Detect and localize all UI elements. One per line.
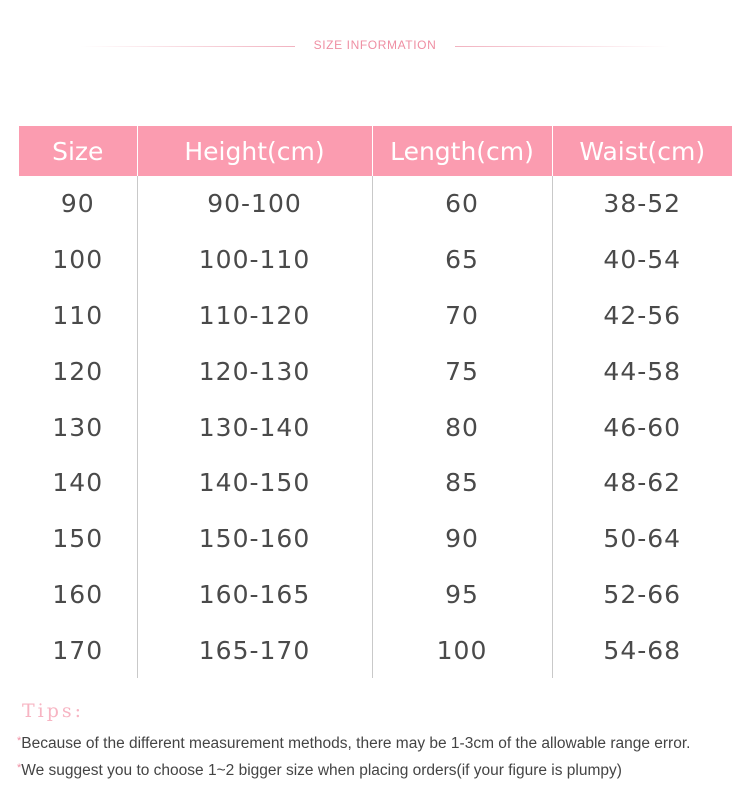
header-waist: Waist(cm) [552,126,732,176]
cell-waist: 38-52 [552,176,732,232]
cell-length: 60 [372,176,552,232]
cell-length: 80 [372,399,552,455]
header-length: Length(cm) [372,126,552,176]
cell-height: 165-170 [137,622,372,678]
tips-label: Tips: [22,700,85,722]
cell-waist: 48-62 [552,455,732,511]
tip-note-text: Because of the different measurement methods, there may be 1-3cm of the allowable range error. [21,735,691,752]
table-row [19,567,732,623]
cell-height: 160-165 [137,567,372,623]
cell-length: 65 [372,232,552,288]
cell-height: 150-160 [137,511,372,567]
header-size: Size [19,126,137,176]
cell-size: 120 [52,356,104,386]
cell-height: 140-150 [137,455,372,511]
cell-waist: 44-58 [552,343,732,399]
cell-length: 95 [372,567,552,623]
section-title-row [0,36,750,56]
cell-height: 130-140 [137,399,372,455]
cell-size: 100 [52,245,104,275]
cell-size: 90 [60,189,95,219]
cell-height: 120-130 [137,343,372,399]
table-row [19,455,732,511]
cell-waist: 54-68 [552,622,732,678]
cell-height: 90-100 [137,176,372,232]
cell-height: 110-120 [137,288,372,344]
table-header-row [19,126,732,176]
cell-size: 110 [52,300,104,330]
cell-length: 100 [372,622,552,678]
cell-length: 75 [372,343,552,399]
cell-length: 85 [372,455,552,511]
cell-length: 90 [372,511,552,567]
tip-note-measurement [17,735,690,753]
header-height: Height(cm) [137,126,372,176]
table-row [19,399,732,455]
cell-waist: 52-66 [552,567,732,623]
tip-note-size-advice [17,762,622,780]
table-row [19,232,732,288]
asterisk-marker: * [17,735,22,747]
table-row [19,622,732,678]
section-title: SIZE INFORMATION [313,38,437,52]
table-row [19,176,732,232]
table-row [19,288,732,344]
cell-length: 70 [372,288,552,344]
cell-size: 150 [52,524,104,554]
cell-size: 130 [52,412,104,442]
cell-size: 160 [52,579,104,609]
cell-height: 100-110 [137,232,372,288]
table-row [19,343,732,399]
cell-waist: 40-54 [552,232,732,288]
table-row [19,511,732,567]
cell-waist: 46-60 [552,399,732,455]
cell-waist: 50-64 [552,511,732,567]
asterisk-marker: * [17,762,22,774]
title-divider-right [455,46,670,47]
cell-waist: 42-56 [552,288,732,344]
cell-size: 170 [52,635,104,665]
size-chart-table [19,126,732,678]
tip-note-text: We suggest you to choose 1~2 bigger size when placing orders(if your figure is plumpy) [21,762,622,779]
cell-size: 140 [52,468,104,498]
